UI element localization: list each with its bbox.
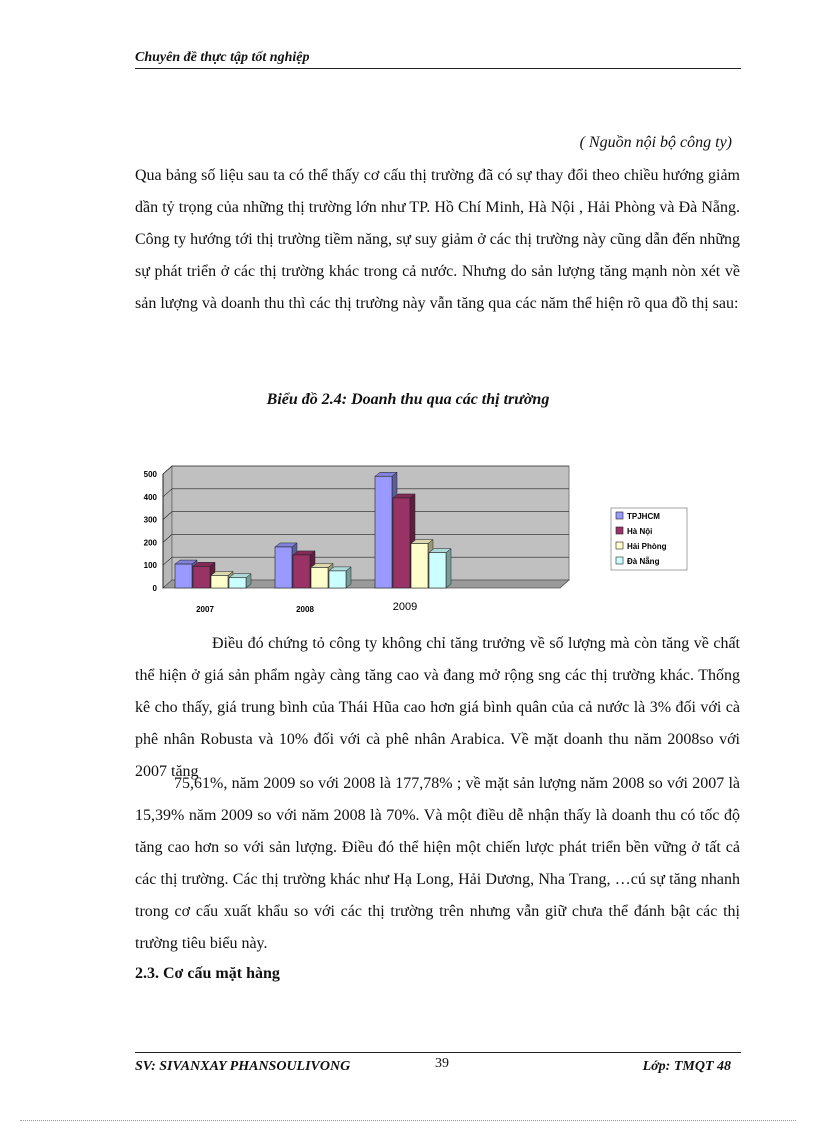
chart-back-wall: [172, 466, 569, 580]
bar: [275, 547, 292, 588]
header-title: Chuyên đề thực tập tốt nghiệp: [135, 50, 310, 65]
y-tick-label: 100: [143, 561, 157, 571]
source-note: ( Nguồn nội bộ công ty): [579, 134, 732, 151]
bar: [229, 578, 246, 588]
paragraph-intro: Qua bảng số liệu sau ta có thể thấy cơ cấu thị trường đã có sự thay đổi theo chiều hướng giảm dần tỷ trọng của những thị trường lớn như TP. Hồ Chí Minh, Hà Nội , Hải Phòng và Đà Nẵng. Công ty hướng tới thị trường tiềm năng, sự suy giảm ở các thị trường này cũng dẫn đến những sự phát triển ở các thị trường khác trong cả nước. Nhưng do sản lượng tăng mạnh nòn xét về sản lượng và doanh thu thì các thị trường này vẫn tăng qua các năm thể hiện rõ qua đồ thị sau:: [135, 167, 740, 312]
legend-swatch: [616, 557, 623, 564]
page-footer: [135, 1052, 741, 1081]
legend-swatch: [616, 527, 623, 534]
section-heading: 2.3. Cơ cấu mặt hàng: [135, 965, 280, 982]
legend-label: Đà Nẵng: [627, 557, 660, 566]
page-edge-divider: [20, 1120, 796, 1121]
page-number: 39: [435, 1056, 449, 1071]
y-tick-label: 200: [143, 538, 157, 548]
y-tick-label: 500: [143, 470, 157, 479]
bar: [329, 571, 346, 588]
legend-swatch: [616, 512, 623, 519]
x-category-label: 2008: [296, 605, 314, 614]
bar: [293, 555, 310, 588]
bar: [375, 476, 392, 588]
chart-side-wall: [163, 466, 172, 588]
legend-swatch: [616, 542, 623, 549]
legend-label: TPJHCM: [627, 512, 660, 521]
paragraph-analysis: Điều đó chứng tỏ công ty không chỉ tăng trưởng về số lượng mà còn tăng về chất thể hiện ở giá sản phẩm ngày càng tăng cao và đang mở rộng sng các thị trường khác. Thống kê cho thấy, giá trung bình của Thái Hũa cao hơn giá bình quân của cả nước là 3% đối với cà phê nhân Robusta và 10% đối với cà phê nhân Arabica. Về mặt doanh thu năm 2008so với 2007 tăng: [135, 635, 740, 780]
legend-label: Hải Phòng: [627, 542, 667, 551]
x-category-label: 2007: [196, 605, 214, 614]
bar: [193, 566, 210, 588]
bar: [411, 544, 428, 588]
footer-class: Lớp: TMQT 48: [642, 1059, 731, 1074]
y-tick-label: 0: [152, 584, 157, 593]
chart-caption: Biểu đồ 2.4: Doanh thu qua các thị trường: [266, 391, 550, 408]
x-category-label: 2009: [392, 601, 418, 613]
bar: [211, 575, 228, 588]
y-tick-label: 400: [143, 492, 157, 502]
bar: [175, 564, 192, 588]
bar-side: [446, 549, 451, 588]
bar: [429, 553, 446, 588]
footer-student: SV: SIVANXAY PHANSOULIVONG: [135, 1059, 351, 1074]
bar: [393, 498, 410, 588]
bar: [311, 567, 328, 588]
legend-label: Hà Nội: [627, 527, 653, 536]
paragraph-growth: 75,61%, năm 2009 so với 2008 là 177,78% ; về mặt sản lượng năm 2008 so với 2007 là 15,39% năm 2009 so với năm 2008 là 70%. Và một điều dễ nhận thấy là doanh thu có tốc độ tăng cao hơn so với sản lượng. Điều đó thể hiện một chiến lược phát triển bền vững ở tất cả các thị trường. Các thị trường khác như Hạ Long, Hải Dương, Nha Trang, …cú sự tăng nhanh trong cơ cấu xuất khẩu so với các thị trường trên nhưng vẫn giữ chưa thể đánh bật các thị trường tiêu biểu này.: [135, 775, 740, 952]
y-tick-label: 300: [143, 515, 157, 525]
